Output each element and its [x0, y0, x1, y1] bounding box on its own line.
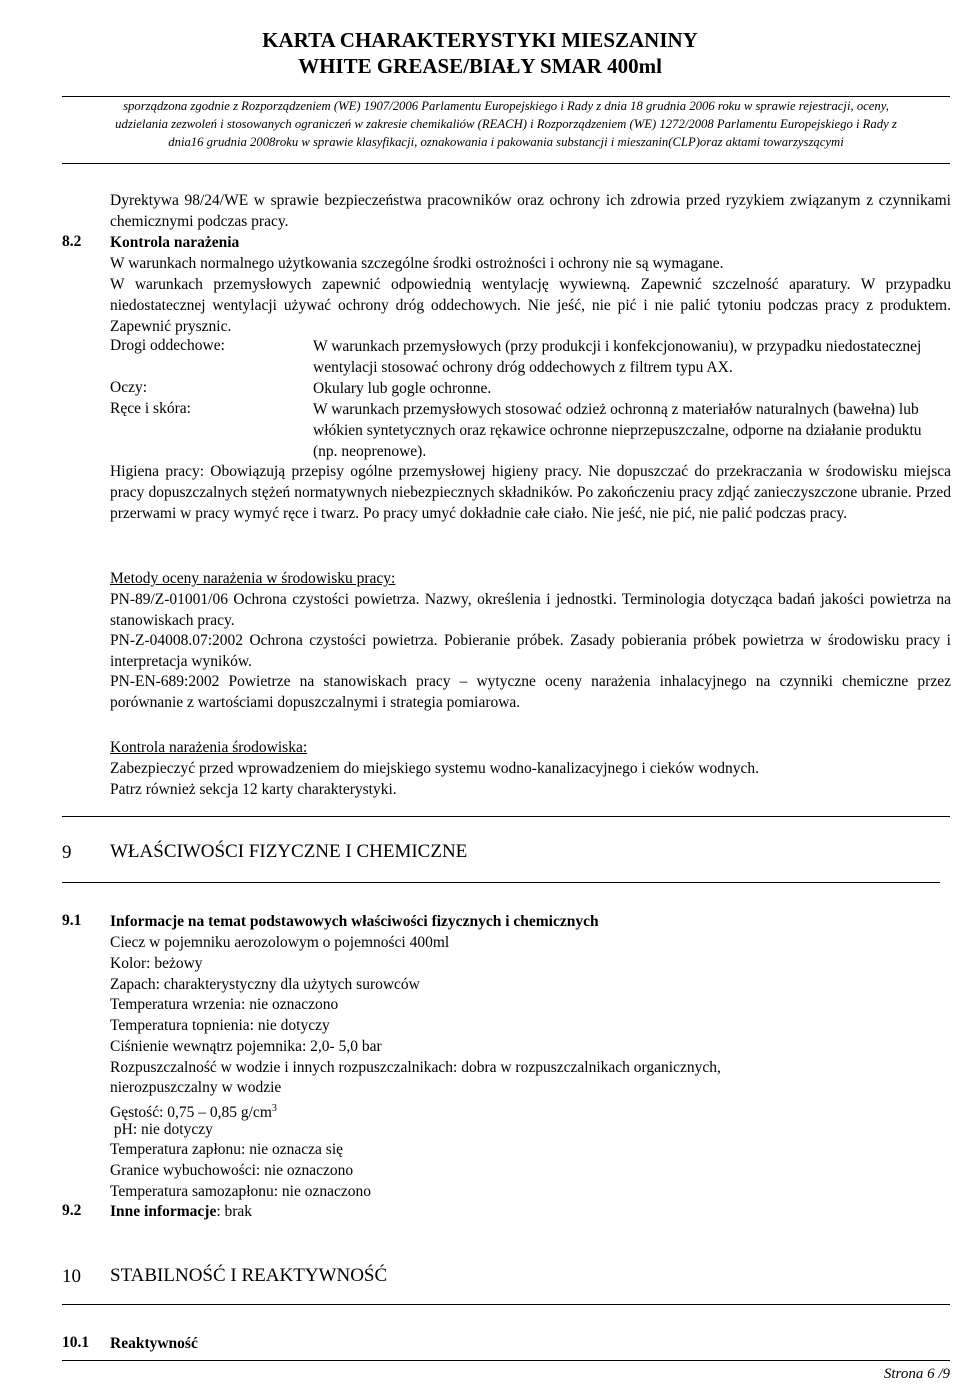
hands-label: Ręce i skóra:	[110, 400, 191, 417]
property-explosive-limits: Granice wybuchowości: nie oznaczono	[110, 1162, 354, 1179]
section-9-2-heading: Inne informacje	[110, 1203, 217, 1220]
document-title: KARTA CHARAKTERYSTYKI MIESZANINY	[262, 28, 698, 52]
property-form: Ciecz w pojemniku aerozolowym o pojemności 400ml	[110, 934, 450, 951]
respiratory-label: Drogi oddechowe:	[110, 337, 225, 354]
hygiene-text: Higiena pracy: Obowiązują przepisy ogólne przemysłowej higieny pracy. Nie dopuszczać do przekraczania w środowisku miejsca pracy dopuszczalnych stężeń normatywnych niebezpiecznych składników. Po zakończeniu pracy zdjąć zanieczyszczone ubranie. Przed przerwami w pracy wymyć ręce i twarz. Po pracy umyć dokładnie całe ciało. Nie jeść, nie pić, nie palić podczas pracy.	[110, 463, 951, 522]
section-9-1-number: 9.1	[62, 912, 82, 929]
env-heading: Kontrola narażenia środowiska:	[110, 739, 308, 756]
normal-use-text: W warunkach normalnego użytkowania szczególne środki ostrożności i ochrony nie są wymagane.	[110, 255, 724, 272]
respiratory-text: W warunkach przemysłowych (przy produkcji i konfekcjonowaniu), w przypadku niedostatecznej wentylacji stosować ochrony dróg oddechowych z filtrem typu AX.	[313, 338, 922, 376]
regulation-note-1: sporządzona zgodnie z Rozporządzeniem (WE) 1907/2006 Parlamentu Europejskiego i Rady z dnia 18 grudnia 2006 roku w sprawie rejestracji, oceny,	[123, 99, 889, 113]
header-divider-bottom	[62, 163, 950, 164]
regulation-note-2: udzielania zezwoleń i stosowanych ograniczeń w zakresie chemikaliów (REACH) i Rozporządzeniem (WE) 1272/2008 Parlamentu Europejskiego i Rady z	[115, 117, 897, 131]
method-2: PN-Z-04008.07:2002 Ochrona czystości powietrza. Pobieranie próbek. Zasady pobierania próbek powietrza w środowisku pracy i interpretacja wyników.	[110, 632, 951, 670]
property-odor: Zapach: charakterystyczny dla użytych surowców	[110, 976, 420, 993]
regulation-note-3: dnia16 grudnia 2008roku w sprawie klasyfikacji, oznakowania i pakowania substancji i mieszanin(CLP)oraz aktami towarzyszącymi	[168, 135, 844, 149]
section-9-divider	[62, 882, 940, 883]
property-melting-point: Temperatura topnienia: nie dotyczy	[110, 1017, 330, 1034]
method-3: PN-EN-689:2002 Powietrze na stanowiskach pracy – wytyczne oceny narażenia inhalacyjnego na czynniki chemiczne przez porównanie z wartościami dopuszczalnymi i strategia pomiarowa.	[110, 673, 951, 711]
density-text: Gęstość: 0,75 – 0,85 g/cm	[110, 1104, 272, 1122]
env-text-2: Patrz również sekcja 12 karty charakterystyki.	[110, 781, 397, 798]
section-8-2-heading: Kontrola narażenia	[110, 234, 240, 251]
eyes-label: Oczy:	[110, 379, 148, 396]
method-1: PN-89/Z-01001/06 Ochrona czystości powietrza. Nazwy, określenia i jednostki. Terminologia dotycząca badań jakości powietrza na stanowiskach pracy.	[110, 591, 951, 629]
section-9-2-value: : brak	[216, 1203, 253, 1220]
product-name: WHITE GREASE/BIAŁY SMAR 400ml	[298, 54, 662, 78]
eyes-text: Okulary lub gogle ochronne.	[313, 380, 492, 397]
section-10-title: STABILNOŚĆ I REAKTYWNOŚĆ	[110, 1265, 388, 1286]
section-9-1-heading: Informacje na temat podstawowych właściwości fizycznych i chemicznych	[110, 913, 599, 930]
section-divider	[62, 816, 950, 817]
section-10-1-heading: Reaktywność	[110, 1335, 198, 1352]
env-text-1: Zabezpieczyć przed wprowadzeniem do miejskiego systemu wodno-kanalizacyjnego i cieków wodnych.	[110, 760, 760, 777]
section-10-1-number: 10.1	[62, 1334, 90, 1351]
section-10-divider	[62, 1304, 950, 1305]
property-flash-point: Temperatura zapłonu: nie oznacza się	[110, 1141, 344, 1158]
section-9-title: WŁAŚCIWOŚCI FIZYCZNE I CHEMICZNE	[110, 841, 468, 862]
property-autoignition: Temperatura samozapłonu: nie oznaczono	[110, 1183, 372, 1200]
property-pressure: Ciśnienie wewnątrz pojemnika: 2,0- 5,0 bar	[110, 1038, 382, 1055]
section-9-2-line	[110, 1202, 252, 1223]
directive-text: Dyrektywa 98/24/WE w sprawie bezpieczeństwa pracowników oraz ochrony ich zdrowia przed ryzykiem związanym z czynnikami chemicznymi podczas pracy.	[110, 192, 951, 230]
hands-text: W warunkach przemysłowych stosować odzież ochronną z materiałów naturalnych (bawełna) lub włókien syntetycznych oraz rękawice ochronne nieprzepuszczalne, odporne na działanie produktu (np. neoprenowe).	[313, 401, 922, 460]
methods-heading: Metody oceny narażenia w środowisku pracy:	[110, 570, 396, 587]
page-number: Strona 6 /9	[883, 1366, 950, 1382]
section-9-2-number: 9.2	[62, 1202, 82, 1219]
section-8-2-number: 8.2	[62, 233, 82, 250]
industrial-use-text: W warunkach przemysłowych zapewnić odpowiednią wentylację wywiewną. Zapewnić szczelność aparatury. W przypadku niedostatecznej wentylacji używać ochrony dróg oddechowych. Nie jeść, nie pić i nie palić tytoniu podczas pracy z produktem. Zapewnić prysznic.	[110, 276, 951, 335]
section-9-number: 9	[62, 842, 72, 863]
property-boiling-point: Temperatura wrzenia: nie oznaczono	[110, 996, 339, 1013]
section-10-number: 10	[62, 1266, 81, 1287]
density-superscript: 3	[271, 1103, 277, 1114]
property-color: Kolor: beżowy	[110, 955, 203, 972]
footer-divider	[62, 1360, 950, 1361]
property-ph: pH: nie dotyczy	[110, 1121, 213, 1138]
property-solubility-water: nierozpuszczalny w wodzie	[110, 1079, 282, 1096]
property-solubility: Rozpuszczalność w wodzie i innych rozpuszczalnikach: dobra w rozpuszczalnikach organicznych,	[110, 1059, 721, 1076]
